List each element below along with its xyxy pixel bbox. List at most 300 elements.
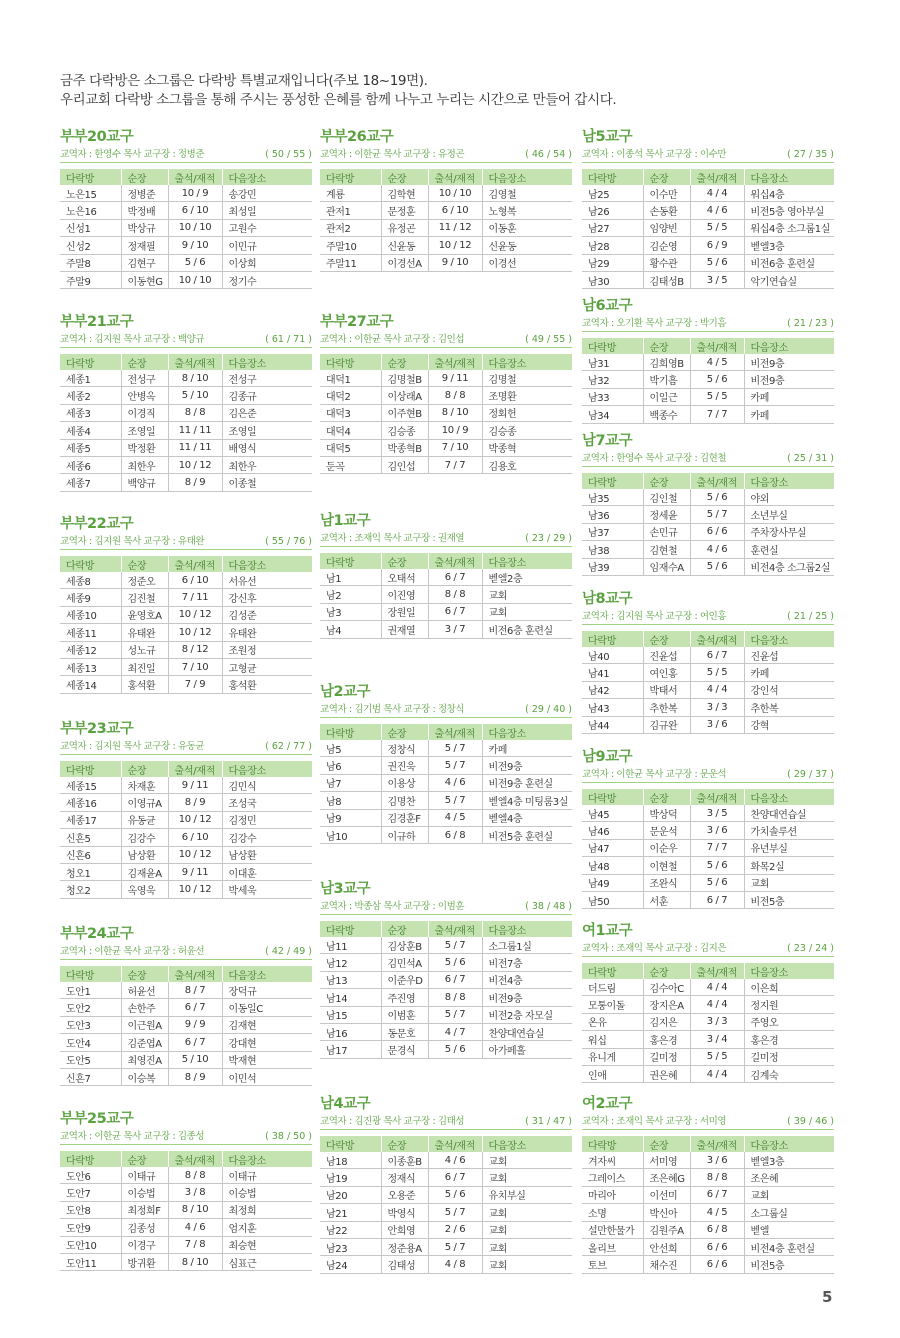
cell-leader: 방귀환 [121, 1253, 168, 1270]
cell-darakbang: 신성1 [60, 219, 121, 236]
cell-leader: 김명찬 [381, 792, 428, 809]
cell-darakbang: 세종8 [60, 572, 121, 589]
cell-darakbang: 계룡 [320, 185, 381, 202]
table-row [582, 1152, 834, 1169]
cell-next-place: 비전6층 훈련실 [482, 621, 572, 638]
cell-leader: 손민규 [643, 523, 690, 540]
cell-leader: 김승종 [381, 422, 428, 439]
cell-attendance: 6 / 7 [428, 1169, 482, 1186]
cell-leader: 차재훈 [121, 777, 168, 794]
cell-next-place: 엄지훈 [222, 1219, 312, 1236]
district-table [582, 1136, 834, 1274]
cell-darakbang: 남22 [320, 1221, 381, 1238]
cell-leader: 이수만 [643, 185, 690, 202]
district-count: ( 50 / 55 ) [265, 149, 312, 160]
header-next-place: 다음장소 [744, 169, 834, 185]
cell-leader: 조은혜G [643, 1169, 690, 1186]
district-block [320, 880, 572, 1059]
header-darakbang: 다락방 [582, 631, 643, 647]
cell-darakbang: 노은16 [60, 202, 121, 219]
cell-leader: 이일근 [643, 388, 690, 405]
table-row [60, 237, 312, 254]
cell-attendance: 5 / 6 [428, 1186, 482, 1203]
table-row [60, 1236, 312, 1253]
cell-darakbang: 남46 [582, 822, 643, 839]
header-attendance: 출석/재적 [690, 473, 744, 489]
cell-attendance: 11 / 12 [428, 219, 482, 236]
cell-next-place: 교회 [482, 1152, 572, 1169]
cell-next-place: 비전5층 영아부실 [744, 202, 834, 219]
cell-darakbang: 남6 [320, 757, 381, 774]
cell-darakbang: 올리브 [582, 1238, 643, 1255]
table-row [60, 589, 312, 606]
cell-next-place: 유년부실 [744, 839, 834, 856]
cell-leader: 박정배 [121, 202, 168, 219]
cell-next-place: 박종혁 [482, 439, 572, 456]
cell-darakbang: 남1 [320, 569, 381, 586]
cell-attendance: 5 / 5 [690, 219, 744, 236]
district-leaders: 교역자 : 조재익 목사 교구장 : 김지은 [582, 943, 727, 954]
cell-leader: 길미정 [643, 1048, 690, 1065]
district-leaders: 교역자 : 이한균 목사 교구장 : 김종성 [60, 1131, 205, 1142]
cell-leader: 이영규A [121, 794, 168, 811]
cell-darakbang: 관저1 [320, 202, 381, 219]
table-row [320, 937, 572, 954]
cell-leader: 장지은A [643, 996, 690, 1013]
district-count: ( 46 / 54 ) [525, 149, 572, 160]
cell-attendance: 3 / 6 [690, 1152, 744, 1169]
cell-leader: 이경선A [381, 254, 428, 271]
cell-darakbang: 신흔6 [60, 846, 121, 863]
header-darakbang: 다락방 [582, 473, 643, 489]
table-row [582, 271, 834, 288]
cell-darakbang: 둔곡 [320, 456, 381, 473]
district-info [582, 451, 834, 467]
cell-attendance: 4 / 6 [428, 1152, 482, 1169]
table-row [582, 1221, 834, 1238]
cell-darakbang: 온유 [582, 1013, 643, 1030]
header-leader: 순장 [643, 338, 690, 354]
table-row [582, 219, 834, 236]
cell-darakbang: 주말8 [60, 254, 121, 271]
cell-leader: 이동현G [121, 271, 168, 288]
district-name: 여2교구 [582, 1096, 633, 1112]
cell-leader: 유태완 [121, 624, 168, 641]
district-block [582, 128, 834, 289]
header-attendance: 출석/재적 [428, 921, 482, 937]
cell-darakbang: 남31 [582, 354, 643, 371]
cell-attendance: 6 / 10 [168, 829, 222, 846]
cell-next-place: 장덕규 [222, 982, 312, 999]
cell-next-place: 벧엘4층 미팅룸3실 [482, 792, 572, 809]
cell-darakbang: 남17 [320, 1041, 381, 1058]
district-info [320, 531, 572, 547]
cell-darakbang: 도안6 [60, 1167, 121, 1184]
cell-attendance: 5 / 10 [168, 1051, 222, 1068]
header-leader: 순장 [381, 921, 428, 937]
cell-attendance: 8 / 8 [428, 586, 482, 603]
cell-next-place: 김명철 [482, 370, 572, 387]
cell-attendance: 8 / 8 [690, 1169, 744, 1186]
header-next-place: 다음장소 [482, 724, 572, 740]
cell-leader: 진윤섭 [643, 647, 690, 664]
header-darakbang: 다락방 [582, 169, 643, 185]
cell-darakbang: 주말11 [320, 254, 381, 271]
district-name: 여1교구 [582, 923, 633, 939]
table-row [60, 846, 312, 863]
cell-next-place: 신윤동 [482, 237, 572, 254]
cell-next-place: 고형균 [222, 658, 312, 675]
district-leaders: 교역자 : 조재익 목사 교구장 : 서미영 [582, 1116, 727, 1127]
cell-leader: 최진일 [121, 658, 168, 675]
table-row [582, 1013, 834, 1030]
table-row [320, 1041, 572, 1058]
cell-attendance: 10 / 12 [168, 846, 222, 863]
header-attendance: 출석/재적 [428, 724, 482, 740]
cell-darakbang: 남45 [582, 805, 643, 822]
table-row [60, 1034, 312, 1051]
cell-next-place: 박세욱 [222, 881, 312, 898]
table-row [320, 971, 572, 988]
cell-leader: 조완식 [643, 874, 690, 891]
cell-leader: 정재필 [121, 237, 168, 254]
table-row [320, 1238, 572, 1255]
district-block [320, 512, 572, 639]
cell-next-place: 박재현 [222, 1051, 312, 1068]
cell-leader: 이근원A [121, 1016, 168, 1033]
district-count: ( 21 / 25 ) [787, 611, 834, 622]
cell-next-place: 이민규 [222, 237, 312, 254]
header-leader: 순장 [121, 169, 168, 185]
cell-attendance: 6 / 10 [428, 202, 482, 219]
header-darakbang: 다락방 [60, 1151, 121, 1167]
cell-next-place: 최승현 [222, 1236, 312, 1253]
district-count: ( 55 / 76 ) [265, 536, 312, 547]
cell-darakbang: 도안4 [60, 1034, 121, 1051]
cell-attendance: 8 / 9 [168, 1068, 222, 1085]
cell-next-place: 강인석 [744, 681, 834, 698]
table-row [582, 857, 834, 874]
header-attendance: 출석/재적 [168, 761, 222, 777]
table-row [320, 185, 572, 202]
cell-attendance: 8 / 9 [168, 794, 222, 811]
table-row [60, 1184, 312, 1201]
district-block [60, 313, 312, 492]
cell-leader: 김재윤A [121, 863, 168, 880]
district-count: ( 29 / 37 ) [787, 769, 834, 780]
cell-leader: 권재열 [381, 621, 428, 638]
cell-next-place: 서유선 [222, 572, 312, 589]
cell-leader: 이규하 [381, 826, 428, 843]
cell-next-place: 교회 [482, 586, 572, 603]
cell-attendance: 4 / 4 [690, 681, 744, 698]
cell-leader: 이범훈 [381, 1006, 428, 1023]
cell-attendance: 8 / 8 [168, 404, 222, 421]
cell-attendance: 11 / 11 [168, 439, 222, 456]
district-leaders: 교역자 : 김지원 목사 교구장 : 여인홍 [582, 611, 727, 622]
cell-attendance: 9 / 10 [428, 254, 482, 271]
cell-attendance: 5 / 7 [428, 937, 482, 954]
table-row [320, 1186, 572, 1203]
table-row [582, 1048, 834, 1065]
table-header-row [582, 963, 834, 979]
cell-next-place: 이상희 [222, 254, 312, 271]
cell-attendance: 11 / 11 [168, 422, 222, 439]
table-row [582, 254, 834, 271]
table-row [60, 387, 312, 404]
cell-darakbang: 대덕4 [320, 422, 381, 439]
cell-darakbang: 노은15 [60, 185, 121, 202]
table-header-row [582, 473, 834, 489]
cell-leader: 이승법 [121, 1184, 168, 1201]
header-leader: 순장 [643, 789, 690, 805]
cell-attendance: 6 / 7 [690, 891, 744, 908]
cell-attendance: 6 / 9 [690, 237, 744, 254]
cell-attendance: 6 / 6 [690, 523, 744, 540]
table-row [320, 603, 572, 620]
cell-leader: 이태규 [121, 1167, 168, 1184]
cell-attendance: 9 / 10 [168, 237, 222, 254]
cell-next-place: 최성일 [222, 202, 312, 219]
district-name: 부부27교구 [320, 314, 394, 330]
cell-next-place: 강혁 [744, 716, 834, 733]
table-row [582, 1065, 834, 1082]
cell-leader: 박영식 [381, 1204, 428, 1221]
table-row [582, 185, 834, 202]
district-info [60, 534, 312, 550]
cell-darakbang: 남30 [582, 271, 643, 288]
district-name: 남7교구 [582, 433, 633, 449]
table-header-row [582, 631, 834, 647]
table-header-row [582, 1136, 834, 1152]
table-header-row [582, 169, 834, 185]
cell-next-place: 가치솔루션 [744, 822, 834, 839]
cell-next-place: 조원정 [222, 641, 312, 658]
table-row [60, 572, 312, 589]
cell-leader: 정준용A [381, 1238, 428, 1255]
district-block [320, 683, 572, 844]
cell-leader: 김지은 [643, 1013, 690, 1030]
table-row [582, 1169, 834, 1186]
cell-darakbang: 남37 [582, 523, 643, 540]
header-next-place: 다음장소 [744, 963, 834, 979]
cell-next-place: 벧엘3층 [744, 1152, 834, 1169]
district-name: 부부21교구 [60, 314, 134, 330]
cell-leader: 손한주 [121, 999, 168, 1016]
cell-leader: 박종혁B [381, 439, 428, 456]
district-count: ( 42 / 49 ) [265, 946, 312, 957]
cell-next-place: 이대훈 [222, 863, 312, 880]
cell-next-place: 야외 [744, 489, 834, 506]
cell-darakbang: 도안2 [60, 999, 121, 1016]
header-next-place: 다음장소 [222, 169, 312, 185]
cell-attendance: 10 / 12 [428, 237, 482, 254]
cell-attendance: 8 / 10 [168, 370, 222, 387]
cell-leader: 이종훈B [381, 1152, 428, 1169]
intro-line-2: 우리교회 다락방 소그룹을 통해 주시는 풍성한 은혜를 함께 나누고 누리는 시간으로 만들어 갑시다. [60, 92, 617, 108]
header-leader: 순장 [121, 1151, 168, 1167]
table-header-row [582, 338, 834, 354]
cell-attendance: 10 / 10 [428, 185, 482, 202]
cell-attendance: 3 / 4 [690, 1031, 744, 1048]
cell-leader: 정병준 [121, 185, 168, 202]
header-leader: 순장 [381, 169, 428, 185]
table-row [320, 237, 572, 254]
district-block [60, 1110, 312, 1271]
cell-leader: 김원주A [643, 1221, 690, 1238]
cell-darakbang: 도안5 [60, 1051, 121, 1068]
cell-next-place: 노형복 [482, 202, 572, 219]
cell-darakbang: 남16 [320, 1023, 381, 1040]
cell-leader: 문경식 [381, 1041, 428, 1058]
cell-attendance: 5 / 6 [690, 489, 744, 506]
cell-darakbang: 세종2 [60, 387, 121, 404]
header-next-place: 다음장소 [482, 921, 572, 937]
table-row [582, 1256, 834, 1273]
cell-leader: 김인섭 [381, 456, 428, 473]
cell-next-place: 조성국 [222, 794, 312, 811]
cell-next-place: 길미정 [744, 1048, 834, 1065]
cell-next-place: 김승종 [482, 422, 572, 439]
cell-darakbang: 청오1 [60, 863, 121, 880]
district-name: 부부23교구 [60, 721, 134, 737]
cell-attendance: 6 / 7 [690, 647, 744, 664]
header-leader: 순장 [643, 473, 690, 489]
cell-next-place: 김민식 [222, 777, 312, 794]
district-name: 부부26교구 [320, 129, 394, 145]
cell-next-place: 배영식 [222, 439, 312, 456]
district-table [582, 963, 834, 1083]
cell-darakbang: 세종9 [60, 589, 121, 606]
cell-next-place: 강신후 [222, 589, 312, 606]
header-next-place: 다음장소 [744, 473, 834, 489]
cell-leader: 김진철 [121, 589, 168, 606]
page-number: 5 [822, 1288, 833, 1306]
cell-darakbang: 더드림 [582, 979, 643, 996]
cell-next-place: 이태규 [222, 1167, 312, 1184]
cell-next-place: 강대현 [222, 1034, 312, 1051]
cell-next-place: 비전9층 [482, 757, 572, 774]
cell-next-place: 정회헌 [482, 404, 572, 421]
cell-attendance: 7 / 7 [690, 406, 744, 423]
table-row [320, 254, 572, 271]
cell-attendance: 3 / 5 [690, 805, 744, 822]
cell-darakbang: 대덕2 [320, 387, 381, 404]
cell-next-place: 조영일 [222, 422, 312, 439]
cell-attendance: 8 / 8 [168, 1167, 222, 1184]
cell-leader: 동문호 [381, 1023, 428, 1040]
district-name: 남2교구 [320, 684, 371, 700]
table-row [60, 422, 312, 439]
cell-leader: 윤영호A [121, 606, 168, 623]
cell-attendance: 5 / 7 [690, 506, 744, 523]
header-leader: 순장 [643, 631, 690, 647]
district-table [320, 1136, 572, 1274]
district-name: 부부20교구 [60, 129, 134, 145]
district-block [60, 720, 312, 899]
cell-leader: 안병옥 [121, 387, 168, 404]
district-info [582, 767, 834, 783]
district-name: 남6교구 [582, 298, 633, 314]
header-attendance: 출석/재적 [690, 1136, 744, 1152]
district-block [320, 313, 572, 474]
table-row [60, 811, 312, 828]
cell-next-place: 비전9층 [482, 989, 572, 1006]
district-name: 남8교구 [582, 591, 633, 607]
district-count: ( 39 / 46 ) [787, 1116, 834, 1127]
cell-attendance: 5 / 6 [690, 254, 744, 271]
cell-next-place: 김재현 [222, 1016, 312, 1033]
cell-leader: 서미영 [643, 1152, 690, 1169]
district-name: 남4교구 [320, 1096, 371, 1112]
header-darakbang: 다락방 [582, 789, 643, 805]
district-count: ( 31 / 47 ) [525, 1116, 572, 1127]
table-row [582, 891, 834, 908]
header-darakbang: 다락방 [320, 921, 381, 937]
cell-next-place: 남상환 [222, 846, 312, 863]
cell-next-place: 비전4층 소그룹2실 [744, 558, 834, 575]
cell-attendance: 7 / 9 [168, 676, 222, 693]
cell-attendance: 2 / 6 [428, 1221, 482, 1238]
header-darakbang: 다락방 [320, 724, 381, 740]
header-next-place: 다음장소 [222, 966, 312, 982]
district-name: 남1교구 [320, 513, 371, 529]
cell-darakbang: 도안8 [60, 1201, 121, 1218]
table-row [582, 839, 834, 856]
cell-attendance: 5 / 6 [690, 558, 744, 575]
header-leader: 순장 [121, 556, 168, 572]
district-info [320, 332, 572, 348]
cell-leader: 홍석환 [121, 676, 168, 693]
district-leaders: 교역자 : 한영수 목사 교구장 : 정병준 [60, 149, 205, 160]
cell-attendance: 6 / 6 [690, 1238, 744, 1255]
table-row [320, 954, 572, 971]
cell-darakbang: 세종6 [60, 456, 121, 473]
cell-darakbang: 남20 [320, 1186, 381, 1203]
cell-next-place: 이동일C [222, 999, 312, 1016]
table-row [582, 699, 834, 716]
cell-attendance: 4 / 6 [690, 202, 744, 219]
header-attendance: 출석/재적 [690, 631, 744, 647]
cell-darakbang: 세종7 [60, 474, 121, 491]
table-row [320, 757, 572, 774]
cell-leader: 김강수 [121, 829, 168, 846]
table-row [320, 809, 572, 826]
cell-attendance: 4 / 6 [168, 1219, 222, 1236]
cell-attendance: 7 / 10 [428, 439, 482, 456]
cell-darakbang: 도안9 [60, 1219, 121, 1236]
table-row [60, 404, 312, 421]
cell-next-place: 찬양대연습실 [482, 1023, 572, 1040]
table-row [60, 641, 312, 658]
district-info [582, 1114, 834, 1130]
district-table [60, 169, 312, 289]
cell-next-place: 김계숙 [744, 1065, 834, 1082]
district-name: 남9교구 [582, 749, 633, 765]
header-next-place: 다음장소 [482, 553, 572, 569]
cell-leader: 김학현 [381, 185, 428, 202]
cell-leader: 김태성 [381, 1256, 428, 1273]
cell-attendance: 5 / 7 [428, 792, 482, 809]
cell-next-place: 주차장사무실 [744, 523, 834, 540]
cell-next-place: 홍은경 [744, 1031, 834, 1048]
table-row [320, 792, 572, 809]
table-header-row [60, 966, 312, 982]
cell-attendance: 10 / 12 [168, 811, 222, 828]
table-row [582, 506, 834, 523]
cell-darakbang: 워십 [582, 1031, 643, 1048]
table-row [582, 541, 834, 558]
